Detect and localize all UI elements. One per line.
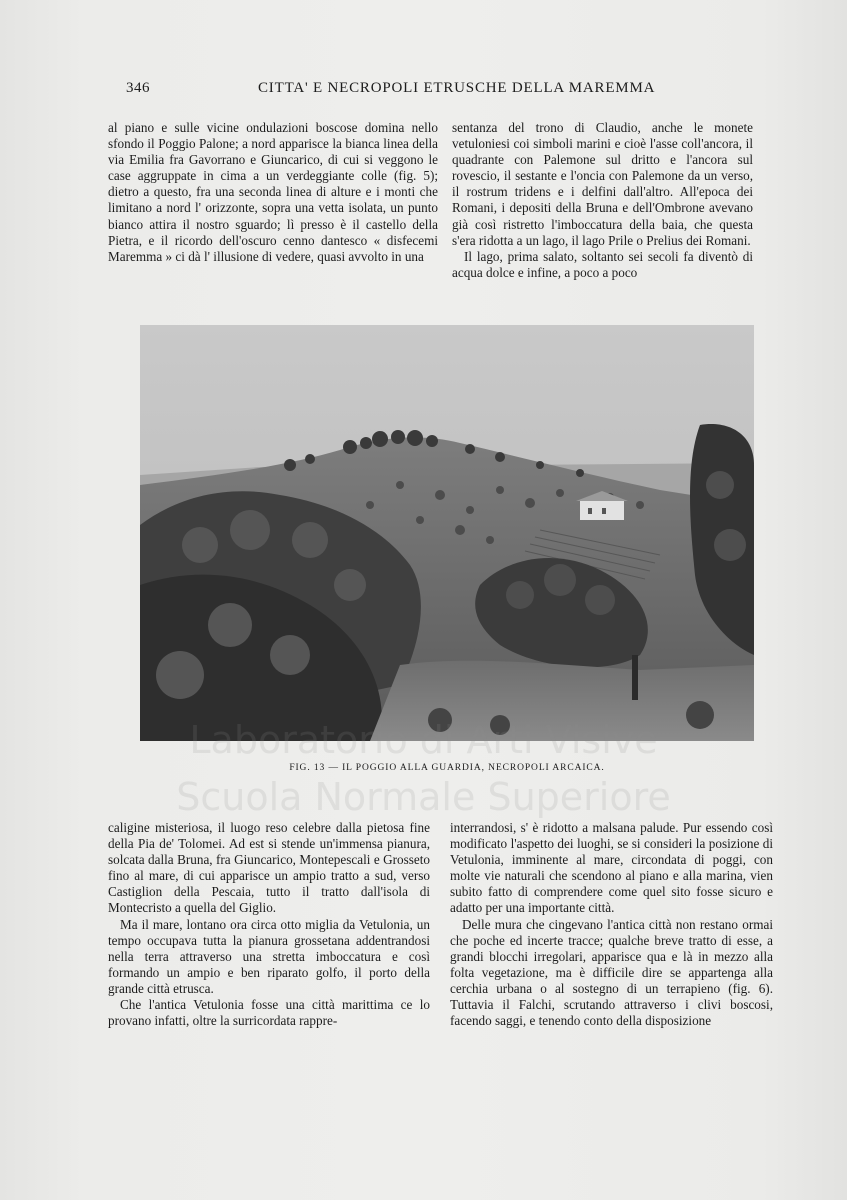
paragraph: interrandosi, s' è ridotto a malsana palude. Pur essendo così modificato l'aspetto dei luoghi, se si consideri la posizione di Vetulonia, imminente al mare, circondata di poggi, con molte vie naturali che scendono al piano e alla marina, vien subito fatto di comprendere come quel sito fosse sicuro e adatto per una importante città. [450,820,773,916]
landscape-photo-image [140,325,754,741]
bottom-right-column [450,820,773,1029]
top-right-column [452,120,753,281]
paragraph: sentanza del trono di Claudio, anche le monete vetuloniesi coi simboli marini e cioè l'asse coll'ancora, il quadrante con Palemone sul dritto e l'ancora sul rovescio, il sestante e l'oncia con Palemone da un verso, il rostrum tridens e i delfini dall'altro. All'epoca dei Romani, i depositi della Bruna e dell'Ombrone avevano già così ristretto l'imboccatura della baia, che questa s'era ridotta a un lago, il lago Prile o Prelius dei Romani. [452,120,753,248]
paragraph: al piano e sulle vicine ondulazioni boscose domina nello sfondo il Poggio Palone; a nord apparisce la bianca linea della via Emilia fra Gavorrano e Giuncarico, di cui si veggono le case aggruppate in cima a un verdeggiante colle (fig. 5); dietro a questo, fra una seconda linea di alture e i monti che limitano a nord l' orizzonte, sopra una vetta isolata, un punto bianco attira il nostro sguardo; lì presso è il castello della Pietra, e il ricordo dell'oscuro cenno dantesco « disfecemi Maremma » ci dà l' illusione di vedere, quasi avvolto in una [108,120,438,264]
paragraph: Ma il mare, lontano ora circa otto miglia da Vetulonia, un tempo occupava tutta la pianura grossetana addentrandosi nella terra attraverso una stretta imboccatura e così formando un ampio e ben riparato golfo, il porto della grande città etrusca. [108,916,430,996]
bottom-left-column [108,820,430,1029]
running-head: CITTA' E NECROPOLI ETRUSCHE DELLA MAREMMA [258,80,656,96]
figure-caption: FIG. 13 — IL POGGIO ALLA GUARDIA, NECROPOLI ARCAICA. [289,763,605,773]
paragraph: Il lago, prima salato, soltanto sei secoli fa diventò di acqua dolce e infine, a poco a poco [452,248,753,280]
top-left-column [108,120,438,265]
paragraph: caligine misteriosa, il luogo reso celebre dalla pietosa fine della Pia de' Tolomei. Ad est si stende un'immensa pianura, solcata dalla Bruna, fra Giuncarico, Montepescali e Grosseto fino al mare, di cui apparisce un ampio tratto a sud, verso Castiglion della Pescaia, tutto il tratto dall'isola di Montecristo a quella del Giglio. [108,820,430,916]
figure-photograph [140,325,754,741]
paragraph: Delle mura che cingevano l'antica città non restano ormai che poche ed incerte tracce; qualche breve tratto di esse, a grandi blocchi irregolari, apparisce qua e là in mezzo alla folta vegetazione, ma è difficile dire se appartenga alla cerchia urbana o al sostegno di un terrapieno (fig. 6). Tuttavia il Falchi, scrutando attraverso i clivi boscosi, facendo saggi, e tenendo conto della disposizione [450,916,773,1029]
page-header [108,80,748,102]
watermark-line-2: Scuola Normale Superiore [176,775,671,819]
paragraph: Che l'antica Vetulonia fosse una città marittima ce lo provano infatti, oltre la surricordata rappre- [108,997,430,1029]
page-number: 346 [126,80,150,96]
